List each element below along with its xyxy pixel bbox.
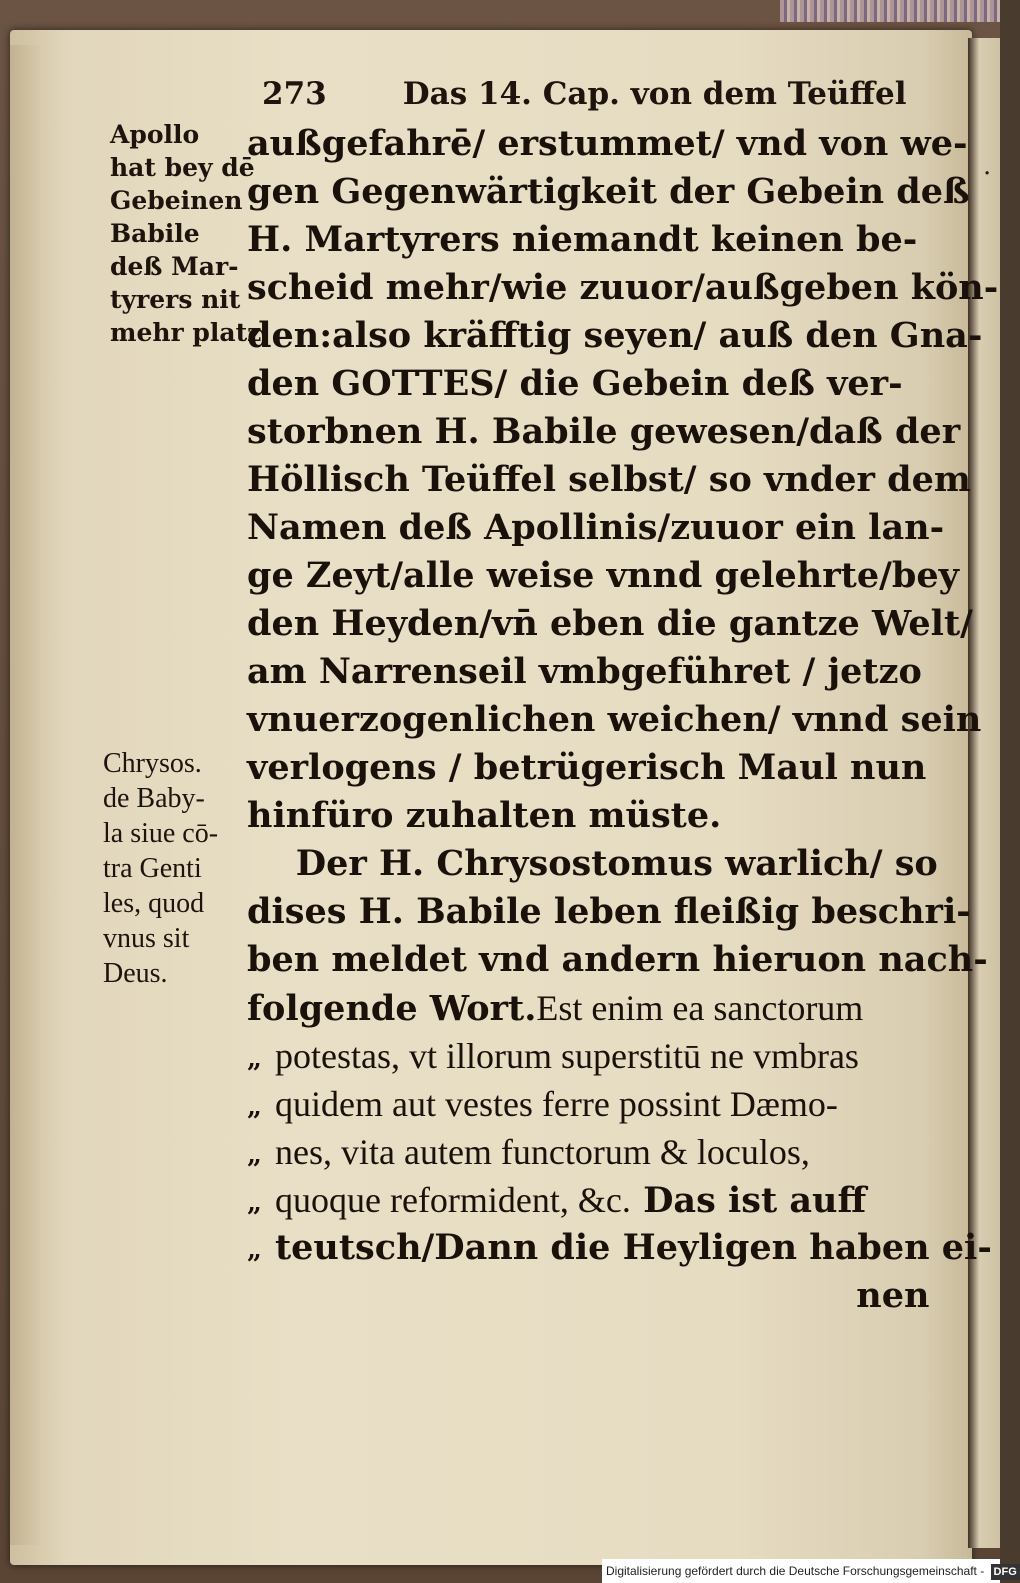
fraktur-text: gen Gegenwärtigkeit der Gebein deß <box>247 171 970 212</box>
text-line <box>247 1128 947 1176</box>
digitization-footer <box>602 1559 1017 1583</box>
latin-text: Est enim ea sanctorum <box>536 988 864 1028</box>
text-line <box>247 1176 947 1224</box>
margin-line: mehr platz <box>110 318 262 347</box>
text-line <box>247 888 971 936</box>
chapter-heading: Das 14. Cap. von dem Teüffel <box>402 76 907 112</box>
fraktur-text: ben meldet vnd andern hieruon nach- <box>247 939 988 980</box>
dfg-logo: DFG <box>991 1564 1020 1580</box>
margin-line: les, quod <box>103 888 205 919</box>
margin-line: Deus. <box>103 958 168 989</box>
fraktur-text: folgende Wort. <box>247 988 537 1029</box>
margin-line: vnus sit <box>103 923 190 954</box>
text-line <box>247 1224 992 1272</box>
bookmark-ribbon <box>780 0 1000 22</box>
text-line <box>247 792 947 840</box>
main-text-block <box>247 120 999 1320</box>
fraktur-text: dises H. Babile leben fleißig beschri- <box>247 891 971 932</box>
fraktur-text: Der H. Chrysostomus warlich/ so <box>247 843 938 884</box>
margin-line: tyrers nit <box>110 285 241 314</box>
fraktur-text: den GOTTES/ die Gebein deß ver- <box>247 363 903 404</box>
margin-line: Gebeinen <box>110 186 243 215</box>
fraktur-text: ge Zeyt/alle weise vnnd gelehrte/bey <box>247 555 959 596</box>
running-head <box>262 76 907 112</box>
footer-text: Digitalisierung gefördert durch die Deutsche Forschungsgemeinschaft - <box>606 1564 985 1578</box>
text-line <box>247 648 947 696</box>
fraktur-text: den:also kräfftig seyen/ auß den Gna- <box>247 315 983 356</box>
margin-line: Babile <box>110 219 200 248</box>
margin-note-chrysostom <box>103 746 218 991</box>
margin-line: Apollo <box>110 120 200 149</box>
text-line <box>247 552 959 600</box>
text-line <box>247 984 947 1032</box>
text-line <box>247 216 947 264</box>
margin-line: tra Genti <box>103 853 202 884</box>
fraktur-text: storbnen H. Babile gewesen/daß der <box>247 411 961 452</box>
margin-note-apollo <box>110 118 261 349</box>
text-line <box>247 840 947 888</box>
fraktur-text: H. Martyrers niemandt keinen be- <box>247 219 918 260</box>
fraktur-text: scheid mehr/wie zuuor/außgeben kön- <box>247 267 999 308</box>
margin-line: hat bey dē <box>110 153 255 182</box>
margin-line: Chrysos. <box>103 748 202 779</box>
quotation-mark: „ <box>247 1043 262 1074</box>
text-line <box>247 696 982 744</box>
fraktur-text: teutsch/Dann die Heyligen haben ei- <box>275 1227 992 1268</box>
fraktur-text: Das ist auff <box>630 1180 867 1221</box>
text-line <box>247 936 988 984</box>
fraktur-text: außgefahrē/ erstummet/ vnd von we- <box>247 123 968 164</box>
quotation-mark: „ <box>247 1139 262 1170</box>
text-line <box>247 408 961 456</box>
margin-line: deß Mar- <box>110 252 239 281</box>
fraktur-text: verlogens / betrügerisch Maul nun <box>247 747 927 788</box>
latin-text: nes, vita autem functorum & loculos, <box>275 1132 810 1172</box>
text-line <box>247 1272 947 1320</box>
margin-line: de Baby- <box>103 783 205 814</box>
facing-page-glyph: · <box>983 159 992 189</box>
text-line <box>247 456 971 504</box>
latin-text: quidem aut vestes ferre possint Dæmo- <box>275 1084 838 1124</box>
fraktur-text: vnuerzogenlichen weichen/ vnnd sein <box>247 699 982 740</box>
fraktur-text: Höllisch Teüffel selbst/ so vnder dem <box>247 459 971 500</box>
quotation-mark: „ <box>247 1091 262 1122</box>
fraktur-text: den Heyden/vn̄ eben die gantze Welt/ <box>247 603 973 644</box>
text-line <box>247 1080 947 1128</box>
text-line <box>247 1032 947 1080</box>
facing-page-text-fragment <box>983 150 997 1350</box>
latin-text: quoque reformident, &c. <box>275 1180 631 1220</box>
page-left-edge <box>10 45 40 1545</box>
text-line <box>247 120 968 168</box>
text-line <box>247 600 973 648</box>
fraktur-text: nen <box>247 1275 930 1316</box>
text-line <box>247 360 947 408</box>
latin-text: potestas, vt illorum superstitū ne vmbras <box>275 1036 859 1076</box>
text-line <box>247 264 999 312</box>
text-line <box>247 168 970 216</box>
fraktur-text: Namen deß Apollinis/zuuor ein lan- <box>247 507 945 548</box>
fraktur-text: am Narrenseil vmbgeführet / jetzo <box>247 651 922 692</box>
page-number: 273 <box>262 76 327 112</box>
text-line <box>247 504 947 552</box>
quotation-mark: „ <box>247 1187 262 1218</box>
margin-line: la siue cō- <box>103 818 219 849</box>
quotation-mark: „ <box>247 1234 262 1265</box>
text-line <box>247 744 947 792</box>
text-line <box>247 312 983 360</box>
fraktur-text: hinfüro zuhalten müste. <box>247 795 722 836</box>
